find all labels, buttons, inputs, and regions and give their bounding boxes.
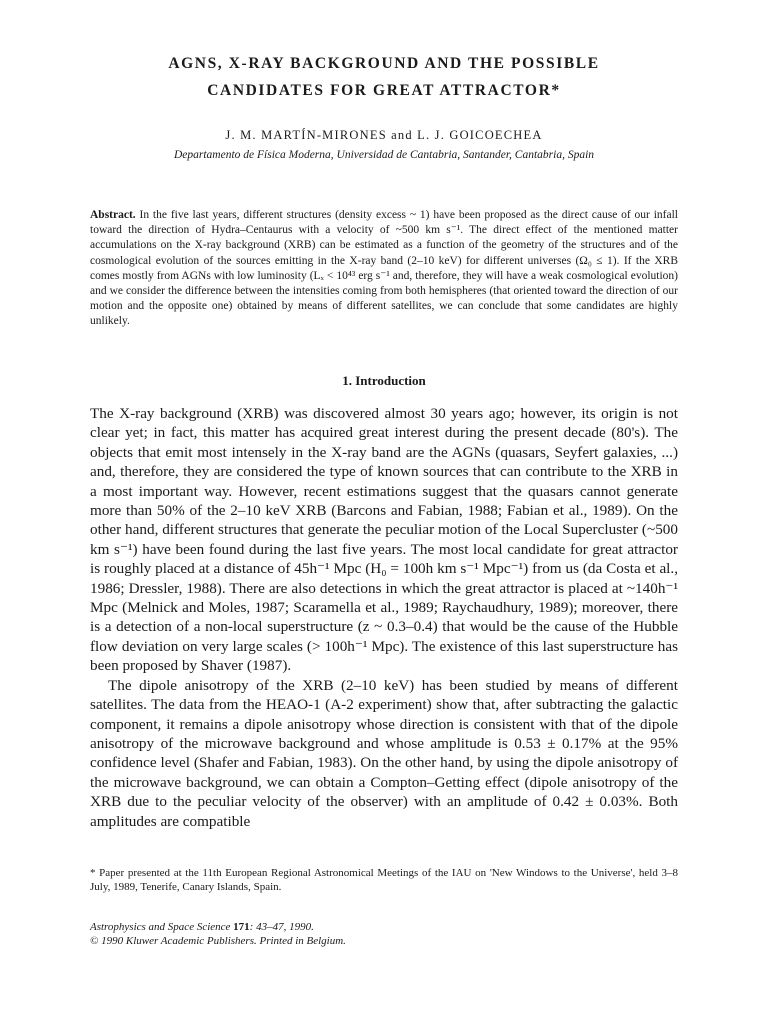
title-line-2: CANDIDATES FOR GREAT ATTRACTOR* [207,82,561,99]
paragraph: The X-ray background (XRB) was discovered almost 30 years ago; however, its origin is not clear yet; in fact, this matter has acquired great interest during the present decade (80's). The objects that emit most intensely in the X-ray band are the AGNs (quasars, Seyfert galaxies, ...) and, therefore, they are considered the type of known sources that can contribute to the XRB in a most important way. However, recent estimations suggest that the quasars cannot generate more than 50% of the 2–10 keV XRB (Barcons and Fabian, 1988; Fabian et al., 1989). On the other hand, different structures that generate the peculiar motion of the Local Supercluster (~500 km s⁻¹) have been found during the last five years. The most local candidate for great attractor is roughly placed at a distance of 45h⁻¹ Mpc (H₀ = 100h km s⁻¹ Mpc⁻¹) from us (da Costa et al., 1986; Dressler, 1988). There are also detections in which the great attractor is placed at ~140h⁻¹ Mpc (Melnick and Moles, 1987; Scaramella et al., 1989; Raychaudhury, 1989); moreover, there is a detection of a non-local superstructure (z ~ 0.3–0.4) that would be the cause of the Hubble flow deviation on very large scales (> 100h⁻¹ Mpc). The existence of this last superstructure has been proposed by Shaver (1987). [90,405,678,675]
journal-pages: : 43–47, 1990. [249,921,314,933]
abstract-label: Abstract. [90,209,136,221]
journal-volume: 171 [233,921,250,933]
author-list: J. M. MARTÍN-MIRONES and L. J. GOICOECHEA [225,128,543,142]
section-heading: 1. Introduction [342,373,426,388]
abstract-text: In the five last years, different structures (density excess ~ 1) have been proposed as the direct cause of our infall toward the direction of Hydra–Centaurus with a velocity of ~500 km s⁻¹. The direct effect of the mentioned matter accumulations on the X-ray background (XRB) can be estimated as a function of the geometry of the structures and of the cosmological evolution of the sources emitting in the X-ray band (2–10 keV) for different universes (Ω₀ ≤ 1). If the XRB comes mostly from AGNs with low luminosity (Lₓ < 10⁴³ erg s⁻¹ and, therefore, they will have a weak cosmological evolution) and we consider the difference between the intensities coming from both hemispheres (that oriented toward the direction of our motion and the opposite one) obtained by means of different satellites, we can conclude that some candidates are highly unlikely. [90,209,678,328]
paper-title [80,50,688,104]
abstract [90,208,678,330]
paragraph: The dipole anisotropy of the XRB (2–10 keV) has been studied by means of different satellites. The data from the HEAO-1 (A-2 experiment) show that, after subtracting the galactic component, it remains a dipole anisotropy whose direction is consistent with that of the dipole anisotropy of the microwave background and whose amplitude is 0.53 ± 0.17% at the 95% confidence level (Shafer and Fabian, 1983). On the other hand, by using the dipole anisotropy of the microwave background, we can obtain a Compton–Getting effect (dipole anisotropy of the XRB due to the peculiar velocity of the observer) with an amplitude of 0.42 ± 0.03%. Both amplitudes are compatible [90,676,678,830]
body-text [90,404,678,831]
citation-line [90,920,678,934]
journal-citation [90,920,678,948]
footnote: * Paper presented at the 11th European Regional Astronomical Meetings of the IAU on 'New Windows to the Universe', held 3–8 July, 1989, Tenerife, Canary Islands, Spain. [90,867,678,893]
journal-name: Astrophysics and Space Science [90,921,231,933]
copyright-line: © 1990 Kluwer Academic Publishers. Printed in Belgium. [90,935,346,947]
title-line-1: AGNS, X-RAY BACKGROUND AND THE POSSIBLE [168,55,600,72]
affiliation: Departamento de Física Moderna, Universidad de Cantabria, Santander, Cantabria, Spain [173,149,595,161]
